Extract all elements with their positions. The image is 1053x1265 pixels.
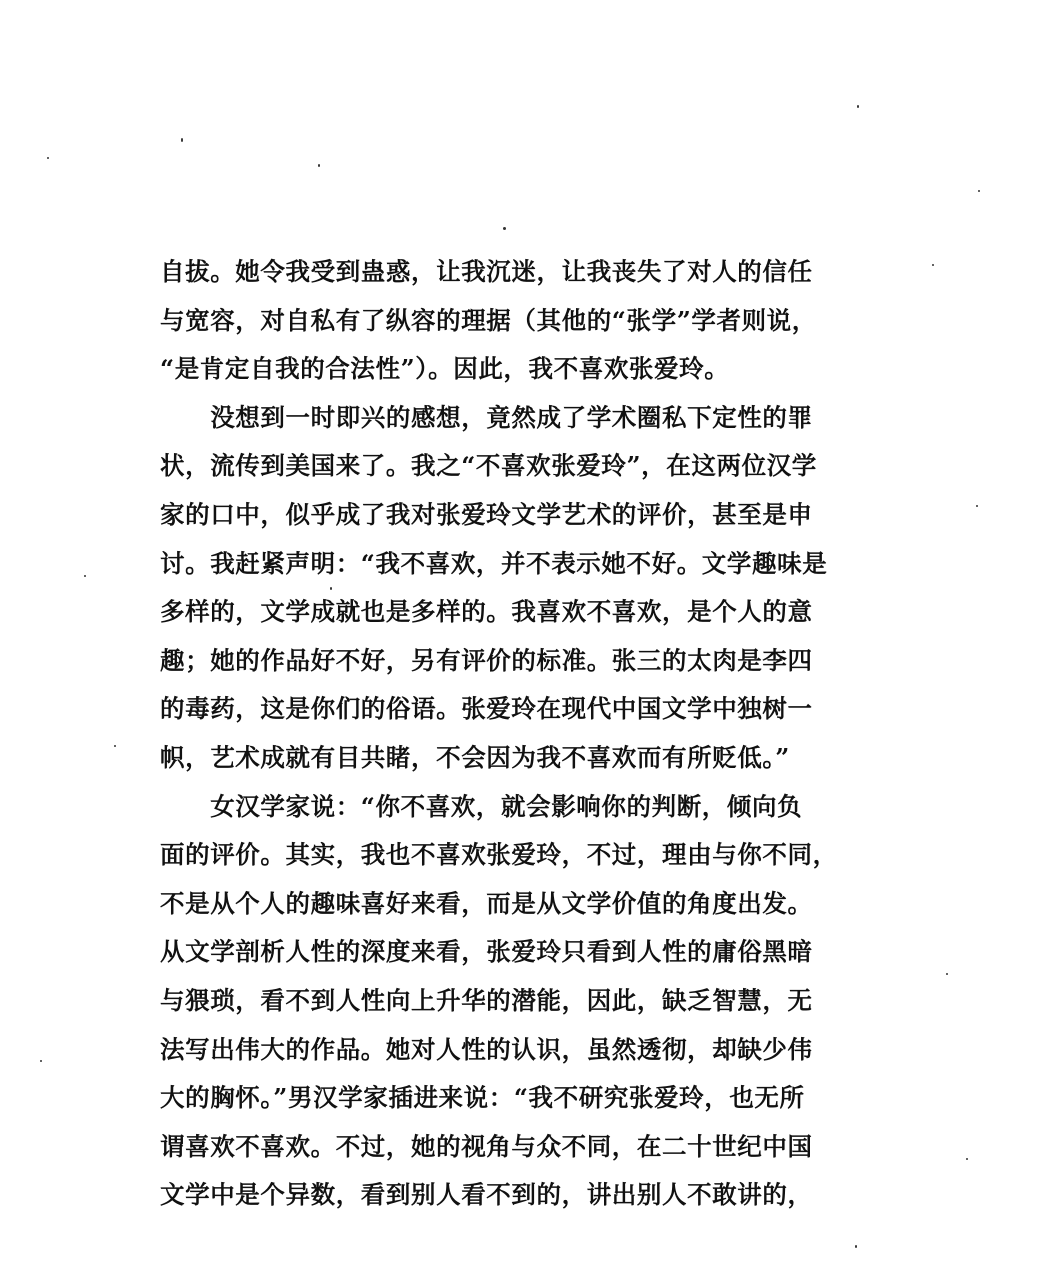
scan-speck [503,227,506,230]
scan-speck [946,973,948,975]
scan-speck [976,505,978,507]
text-line: 家的口中，似乎成了我对张爱玲文学艺术的评价，甚至是申 [160,499,813,529]
text-line: 状，流传到美国来了。我之“不喜欢张爱玲”，在这两位汉学 [160,451,817,481]
text-line: 从文学剖析人性的深度来看，张爱玲只看到人性的庸俗黑暗 [160,937,813,967]
scan-speck [932,264,934,266]
text-line: 自拔。她令我受到蛊惑，让我沉迷，让我丧失了对人的信任 [160,257,813,286]
text-line: 帜，艺术成就有目共睹，不会因为我不喜欢而有所贬低。” [160,742,790,772]
scan-speck [855,1245,857,1248]
scan-speck [330,587,332,590]
text-line: 多样的，文学成就也是多样的。我喜欢不喜欢，是个人的意 [160,597,813,627]
text-line: 法写出伟大的作品。她对人性的认识，虽然透彻，却缺少伟 [160,1034,813,1064]
scan-speck [966,1158,968,1160]
scan-speck [47,157,49,159]
scan-speck [978,190,980,192]
text-line: 文学中是个异数，看到别人看不到的，讲出别人不敢讲的， [160,1180,813,1210]
scan-speck [40,1060,42,1062]
text-line: 大的胸怀。”男汉学家插进来说：“我不研究张爱玲，也无所 [160,1083,805,1113]
text-line: 女汉学家说：“你不喜欢，就会影响你的判断，倾向负 [160,791,803,821]
scan-speck [114,745,116,747]
scan-speck [84,575,86,577]
text-line: 趣；她的作品好不好，另有评价的标准。张三的太肉是李四 [160,645,813,675]
text-line: 与宽容，对自私有了纵容的理据（其他的“张学”学者则说， [160,305,817,335]
scan-speck [181,138,183,142]
text-line: 没想到一时即兴的感想，竟然成了学术圈私下定性的罪 [160,402,813,432]
text-line: 谓喜欢不喜欢。不过，她的视角与众不同，在二十世纪中国 [160,1131,813,1161]
scan-speck [857,105,859,108]
text-line: 与猥琐，看不到人性向上升华的潜能，因此，缺乏智慧，无 [160,985,813,1015]
text-line: 的毒药，这是你们的俗语。张爱玲在现代中国文学中独树一 [160,694,813,724]
text-line: 不是从个人的趣味喜好来看，而是从文学价值的角度出发。 [160,888,813,918]
body-text [160,248,895,1220]
text-line: “是肯定自我的合法性”）。因此，我不喜欢张爱玲。 [160,354,730,384]
scan-speck [318,164,320,167]
text-line: 讨。我赶紧声明：“我不喜欢，并不表示她不好。文学趣味是 [160,548,828,578]
text-line: 面的评价。其实，我也不喜欢张爱玲，不过，理由与你不同， [160,840,838,870]
